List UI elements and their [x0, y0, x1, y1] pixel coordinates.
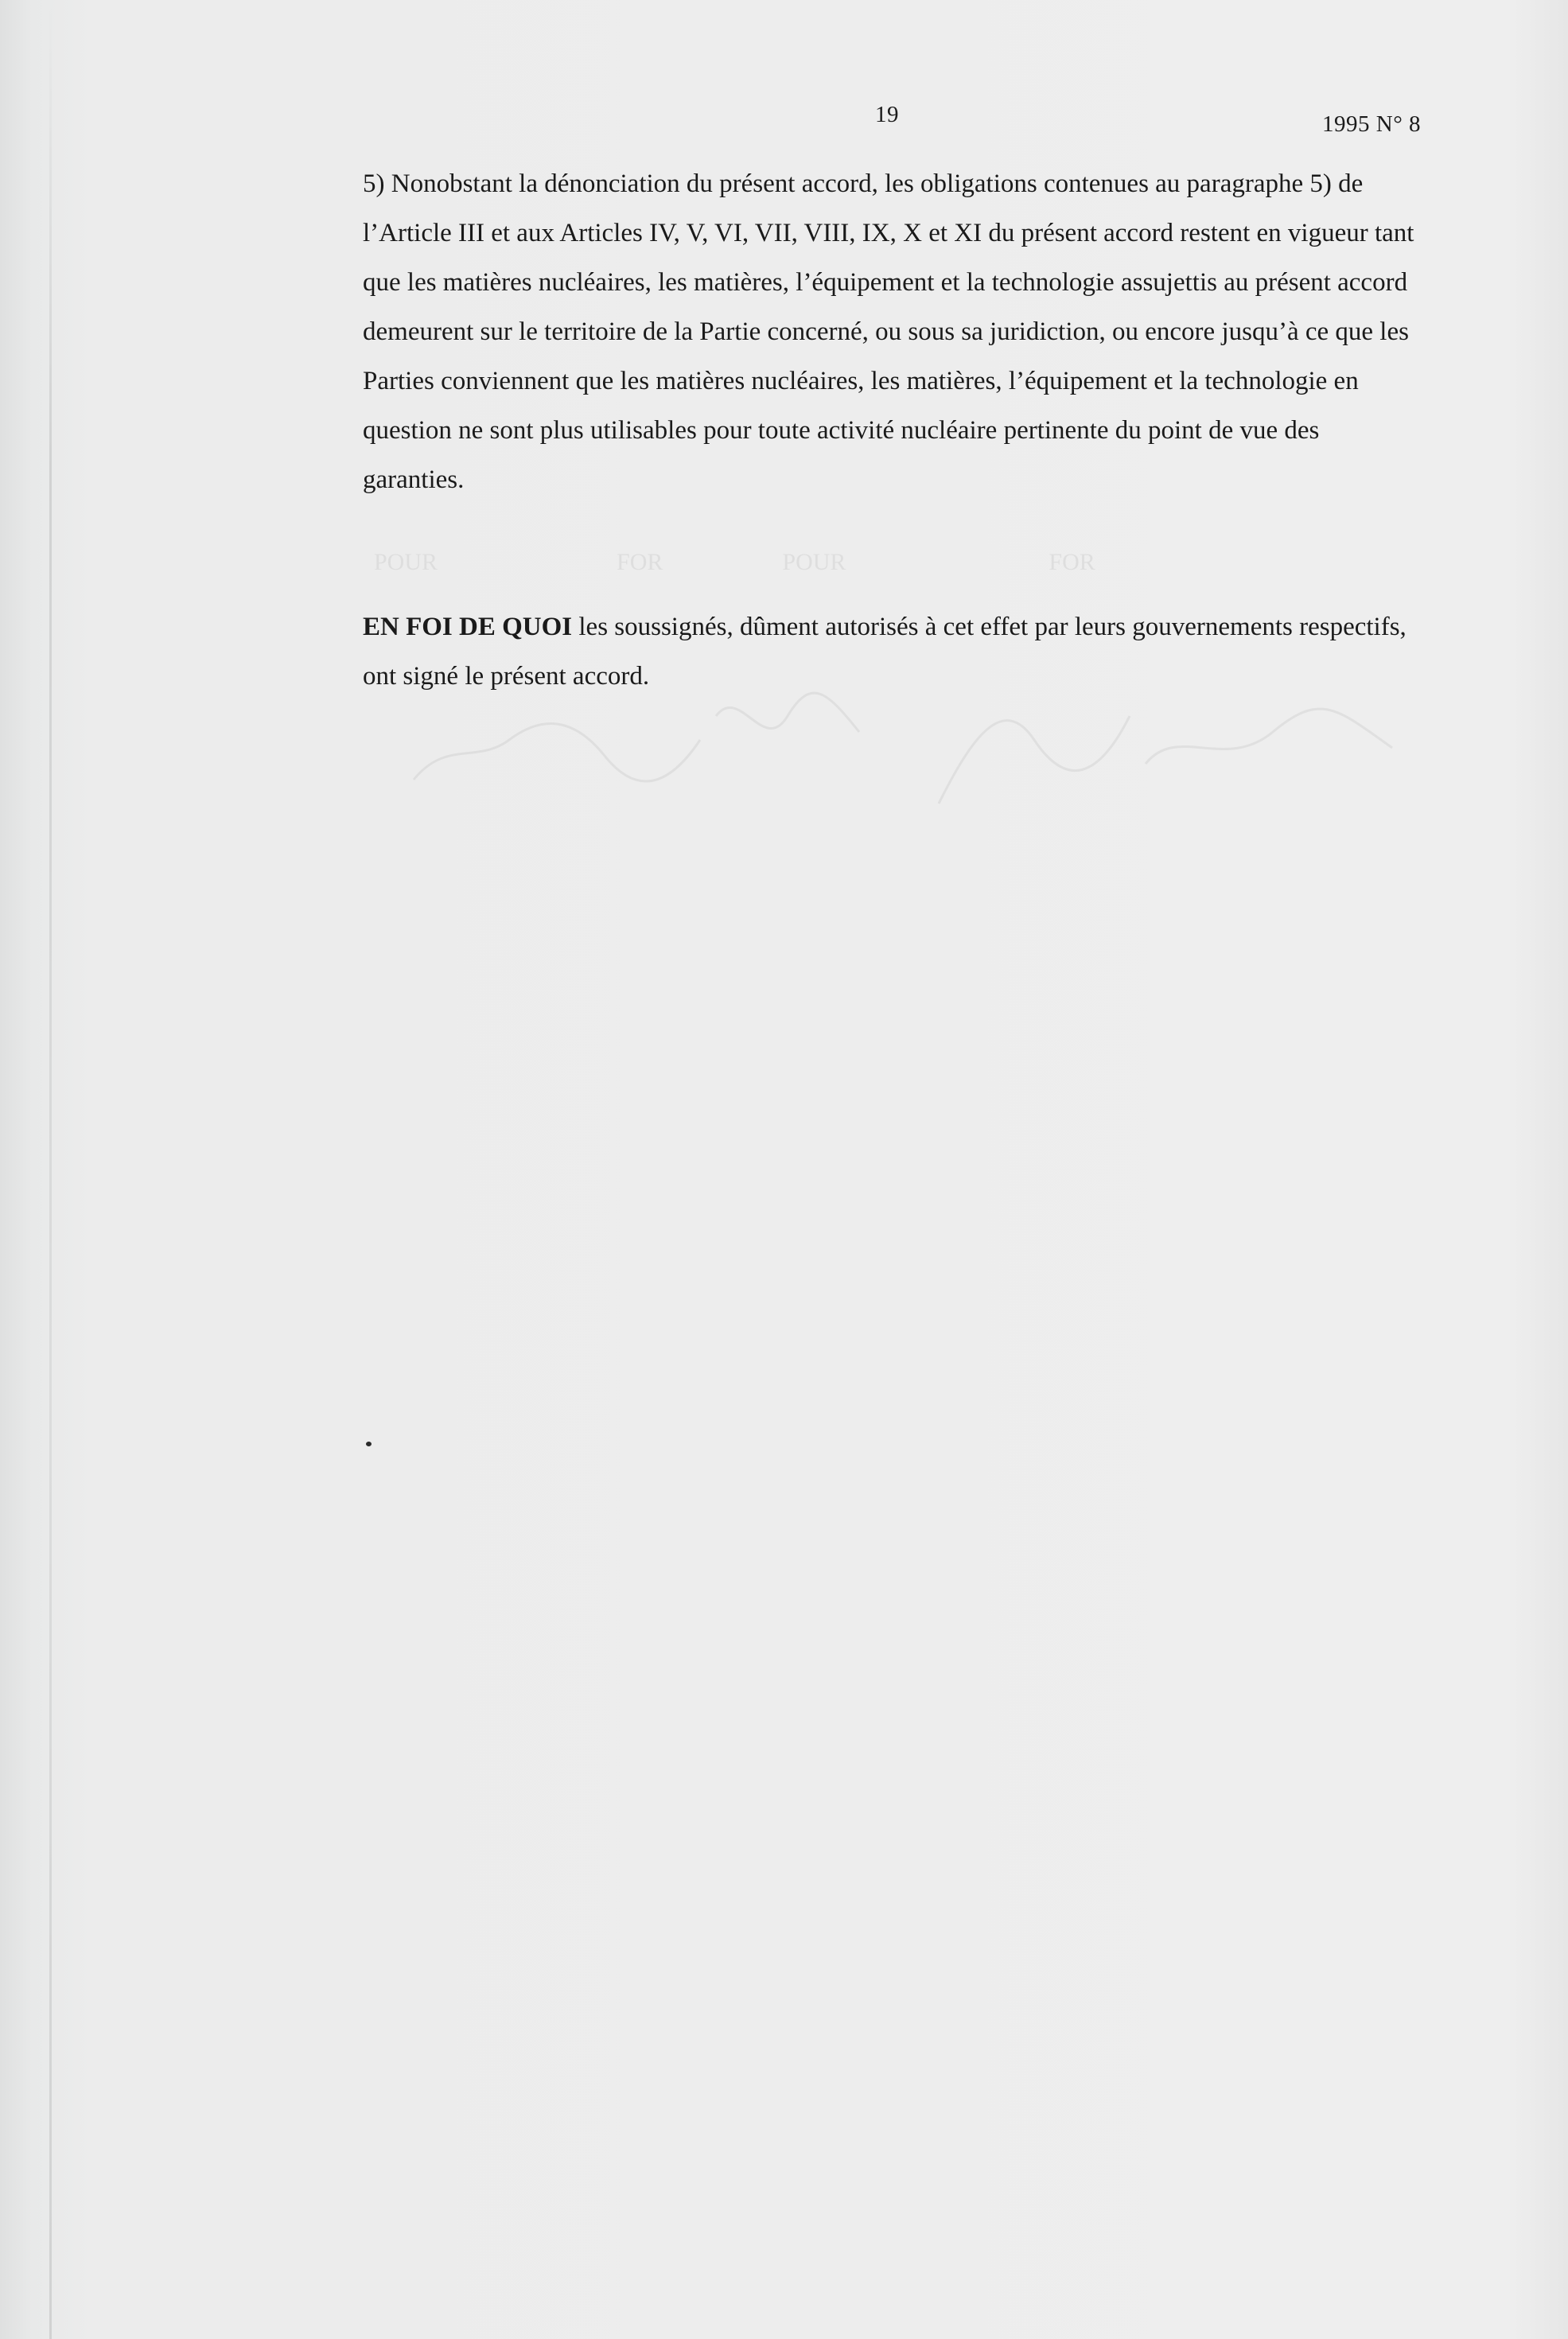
- page-fold-crease: [49, 0, 52, 2339]
- page-number: 19: [875, 102, 899, 127]
- document-reference: 1995 N° 8: [1322, 111, 1422, 137]
- ink-speck: [366, 1442, 372, 1446]
- bleed-through-text: POUR FOR POUR FOR: [374, 549, 1095, 575]
- in-witness-lead: EN FOI DE QUOI: [363, 613, 573, 641]
- in-witness-text: les soussignés, dûment autorisés à cet effet par leurs gouvernements respectifs, ont signé le présent accord.: [363, 613, 1407, 691]
- paragraph-denunciation: 5) Nonobstant la dénonciation du présent accord, les obligations contenues au paragraphe 5) de l’Article III et aux Articles IV, V, VI, VII, VIII, IX, X et XI du présent accord restent en vigueur tant que les matières nucléaires, les matières, l’équipement et la technologie assujettis au présent accord demeurent sur le territoire de la Partie concerné, ou sous sa juridiction, ou encore jusqu’à ce que les Parties conviennent que les matières nucléaires, les matières, l’équipement et la technologie en question ne sont plus utilisables pour toute activité nucléaire pertinente du point de vue des garanties.: [363, 169, 1414, 494]
- paragraph-in-witness: [363, 602, 1426, 701]
